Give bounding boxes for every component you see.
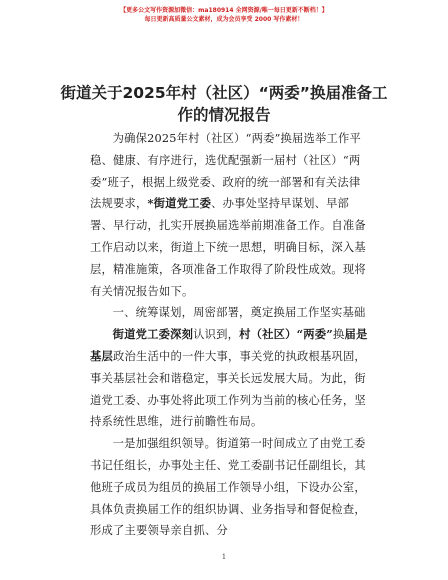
bold-text: 街道党工委深刻: [112, 327, 194, 342]
promo-banner: [0, 6, 448, 24]
bold-text: 届是基层: [90, 327, 368, 363]
text-run: 为确保2025年村（社区）“两委”换届选举工作平稳、健康、有序进行，选优配强新一届村（社区）“两委”班子，根据上级党委、政府的统一部署和有关法律法规要求，: [90, 132, 362, 211]
paragraph: [90, 128, 370, 302]
text-run: 认识到，: [193, 328, 240, 342]
text-run: 换: [332, 328, 345, 342]
text-run: 一、统筹谋划，周密部署，奠定换届工作坚实基础: [112, 306, 366, 320]
text-run: 一是加强组织领导。街道第一时间成立了由党工委书记任组长，办事处主任、党工委副书记任副组长，其他班子成员为组员的换届工作领导小组，下设办公室，具体负责换届工作的组织协调、业务指导和督促检查，形成了主要领导亲自抓、分: [90, 437, 366, 538]
promo-banner-line-2: 每日更新高质量公文素材，成为会员享受 2000 写作素材！: [144, 16, 304, 23]
paragraph: [90, 324, 370, 433]
document-body: [90, 128, 370, 542]
text-run: 、办事处坚持早谋划、早部署、早行动，扎实开展换届选举前期准备工作。自准备工作启动以来，街道上下统一思想，明确目标，深入基层，精准施策，各项准备工作取得了阶段性成效。现将有关情况报告如下。: [90, 197, 366, 298]
paragraph: [90, 302, 370, 324]
promo-banner-line-1: 【更多公文写作资源加微信：ma180914 全网资源/唯一每日更新不断档！】: [120, 7, 328, 14]
text-run: 政治生活中的一件大事，事关党的执政根基巩固，事关基层社会和谐稳定，事关长远发展大局。为此，街道党工委、办事处将此项工作列为当前的核心任务，坚持系统性思维，进行前瞻性布局。: [90, 349, 366, 429]
document-title: 街道关于2025年村（社区）“两委”换届准备工作的情况报告: [60, 84, 388, 124]
bold-text: *街道党工委: [147, 196, 212, 211]
paragraph: [90, 433, 370, 542]
page-number: 1: [221, 553, 227, 561]
bold-text: 村（社区）“两委”: [239, 327, 333, 342]
